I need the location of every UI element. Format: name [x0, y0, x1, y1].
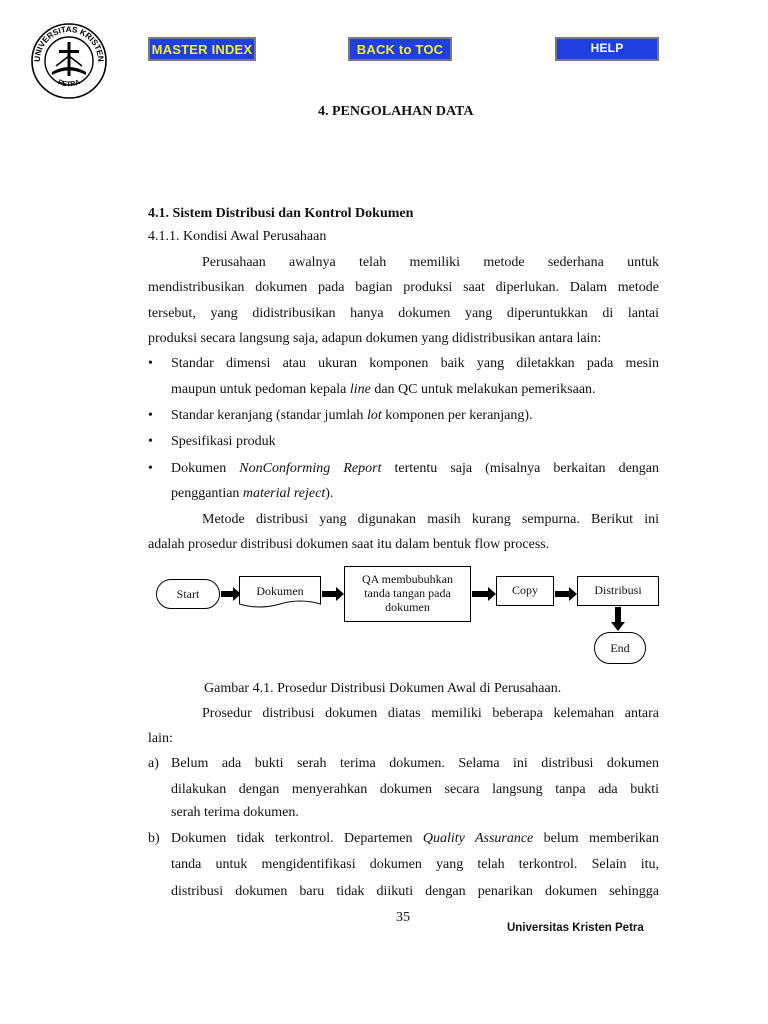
item-b-line1: Dokumen tidak terkontrol. Departemen Quality Assurance belum memberikan [171, 831, 659, 846]
item-a-line1: Belum ada bukti serah terima dokumen. Selama ini distribusi dokumen [171, 756, 659, 771]
master-index-button[interactable]: MASTER INDEX [148, 37, 256, 61]
para1-line3: tersebut, yang didistribusikan hanya dokumen yang diperuntukkan di lantai [148, 306, 659, 321]
bullet-marker: • [148, 408, 153, 423]
help-button[interactable]: HELP [555, 37, 659, 61]
flow-qa [344, 566, 471, 622]
back-to-toc-button[interactable]: BACK to TOC [348, 37, 452, 61]
logo-ring-text: UNIVERSITAS KRISTEN [32, 24, 106, 63]
item-a-label: a) [148, 756, 159, 771]
para1-line4: produksi secara langsung saja, adapun dokumen yang didistribusikan antara lain: [148, 331, 602, 346]
item-a-line3: serah terima dokumen. [171, 805, 299, 820]
bullet-marker: • [148, 461, 153, 476]
flow-arrow-down [615, 607, 621, 623]
bullet-marker: • [148, 434, 153, 449]
flow-arrow [322, 591, 337, 597]
weakness-intro-line2: lain: [148, 731, 173, 746]
university-logo [30, 22, 108, 100]
bullet1-line2: maupun untuk pedoman kepala line dan QC untuk melakukan pemeriksaan. [171, 382, 596, 397]
figure-caption: Gambar 4.1. Prosedur Distribusi Dokumen Awal di Perusahaan. [204, 681, 562, 696]
page-number: 35 [396, 910, 410, 925]
para2-line1: Metode distribusi yang digunakan masih kurang sempurna. Berikut ini [202, 512, 659, 527]
flow-dokumen: Dokumen [256, 584, 304, 598]
para1-line1: Perusahaan awalnya telah memiliki metode sederhana untuk [202, 255, 659, 270]
svg-text:PETRA [57, 79, 82, 88]
item-a-line2: dilakukan dengan menyerahkan dokumen secara langsung tanpa ada bukti [171, 782, 659, 797]
item-b-line2: tanda untuk mengidentifikasi dokumen yang telah terkontrol. Selain itu, [171, 857, 659, 872]
bullet4-line1: Dokumen NonConforming Report tertentu saja (misalnya berkaitan dengan [171, 461, 660, 476]
flow-arrow-down-head [611, 622, 625, 631]
chapter-title: 4. PENGOLAHAN DATA [318, 104, 474, 119]
flow-distribusi: Distribusi [577, 576, 659, 606]
item-b-label: b) [148, 831, 160, 846]
footer-brand: Universitas Kristen Petra [507, 922, 644, 934]
section-heading: 4.1. Sistem Distribusi dan Kontrol Dokumen [148, 206, 414, 221]
subsection-heading: 4.1.1. Kondisi Awal Perusahaan [148, 229, 327, 244]
bullet4-line2: penggantian material reject). [171, 486, 334, 501]
flow-qa-line2: tanda tangan pada [364, 586, 451, 600]
para2-line2: adalah prosedur distribusi dokumen saat itu dalam bentuk flow process. [148, 537, 550, 552]
flow-copy: Copy [496, 576, 554, 606]
flow-qa-line3: dokumen [385, 600, 430, 614]
bullet1-line1: Standar dimensi atau ukuran komponen baik yang diletakkan pada mesin [171, 356, 659, 371]
bullet-marker: • [148, 356, 153, 371]
flow-arrow [472, 591, 489, 597]
flow-arrow [221, 591, 234, 597]
flow-arrow [555, 591, 570, 597]
bullet3: Spesifikasi produk [171, 434, 276, 449]
bullet2: Standar keranjang (standar jumlah lot komponen per keranjang). [171, 408, 533, 423]
weakness-intro-line1: Prosedur distribusi dokumen diatas memiliki beberapa kelemahan antara [202, 706, 659, 721]
logo-bottom-text: PETRA [56, 79, 82, 89]
flow-start: Start [156, 579, 220, 609]
para1-line2: mendistribusikan dokumen pada bagian produksi saat diperlukan. Dalam metode [148, 280, 659, 295]
item-b-line3: distribusi dokumen baru tidak diikuti dengan penarikan dokumen sehingga [171, 884, 659, 899]
flow-end: End [594, 632, 646, 664]
flow-qa-line1: QA membubuhkan [362, 572, 453, 586]
